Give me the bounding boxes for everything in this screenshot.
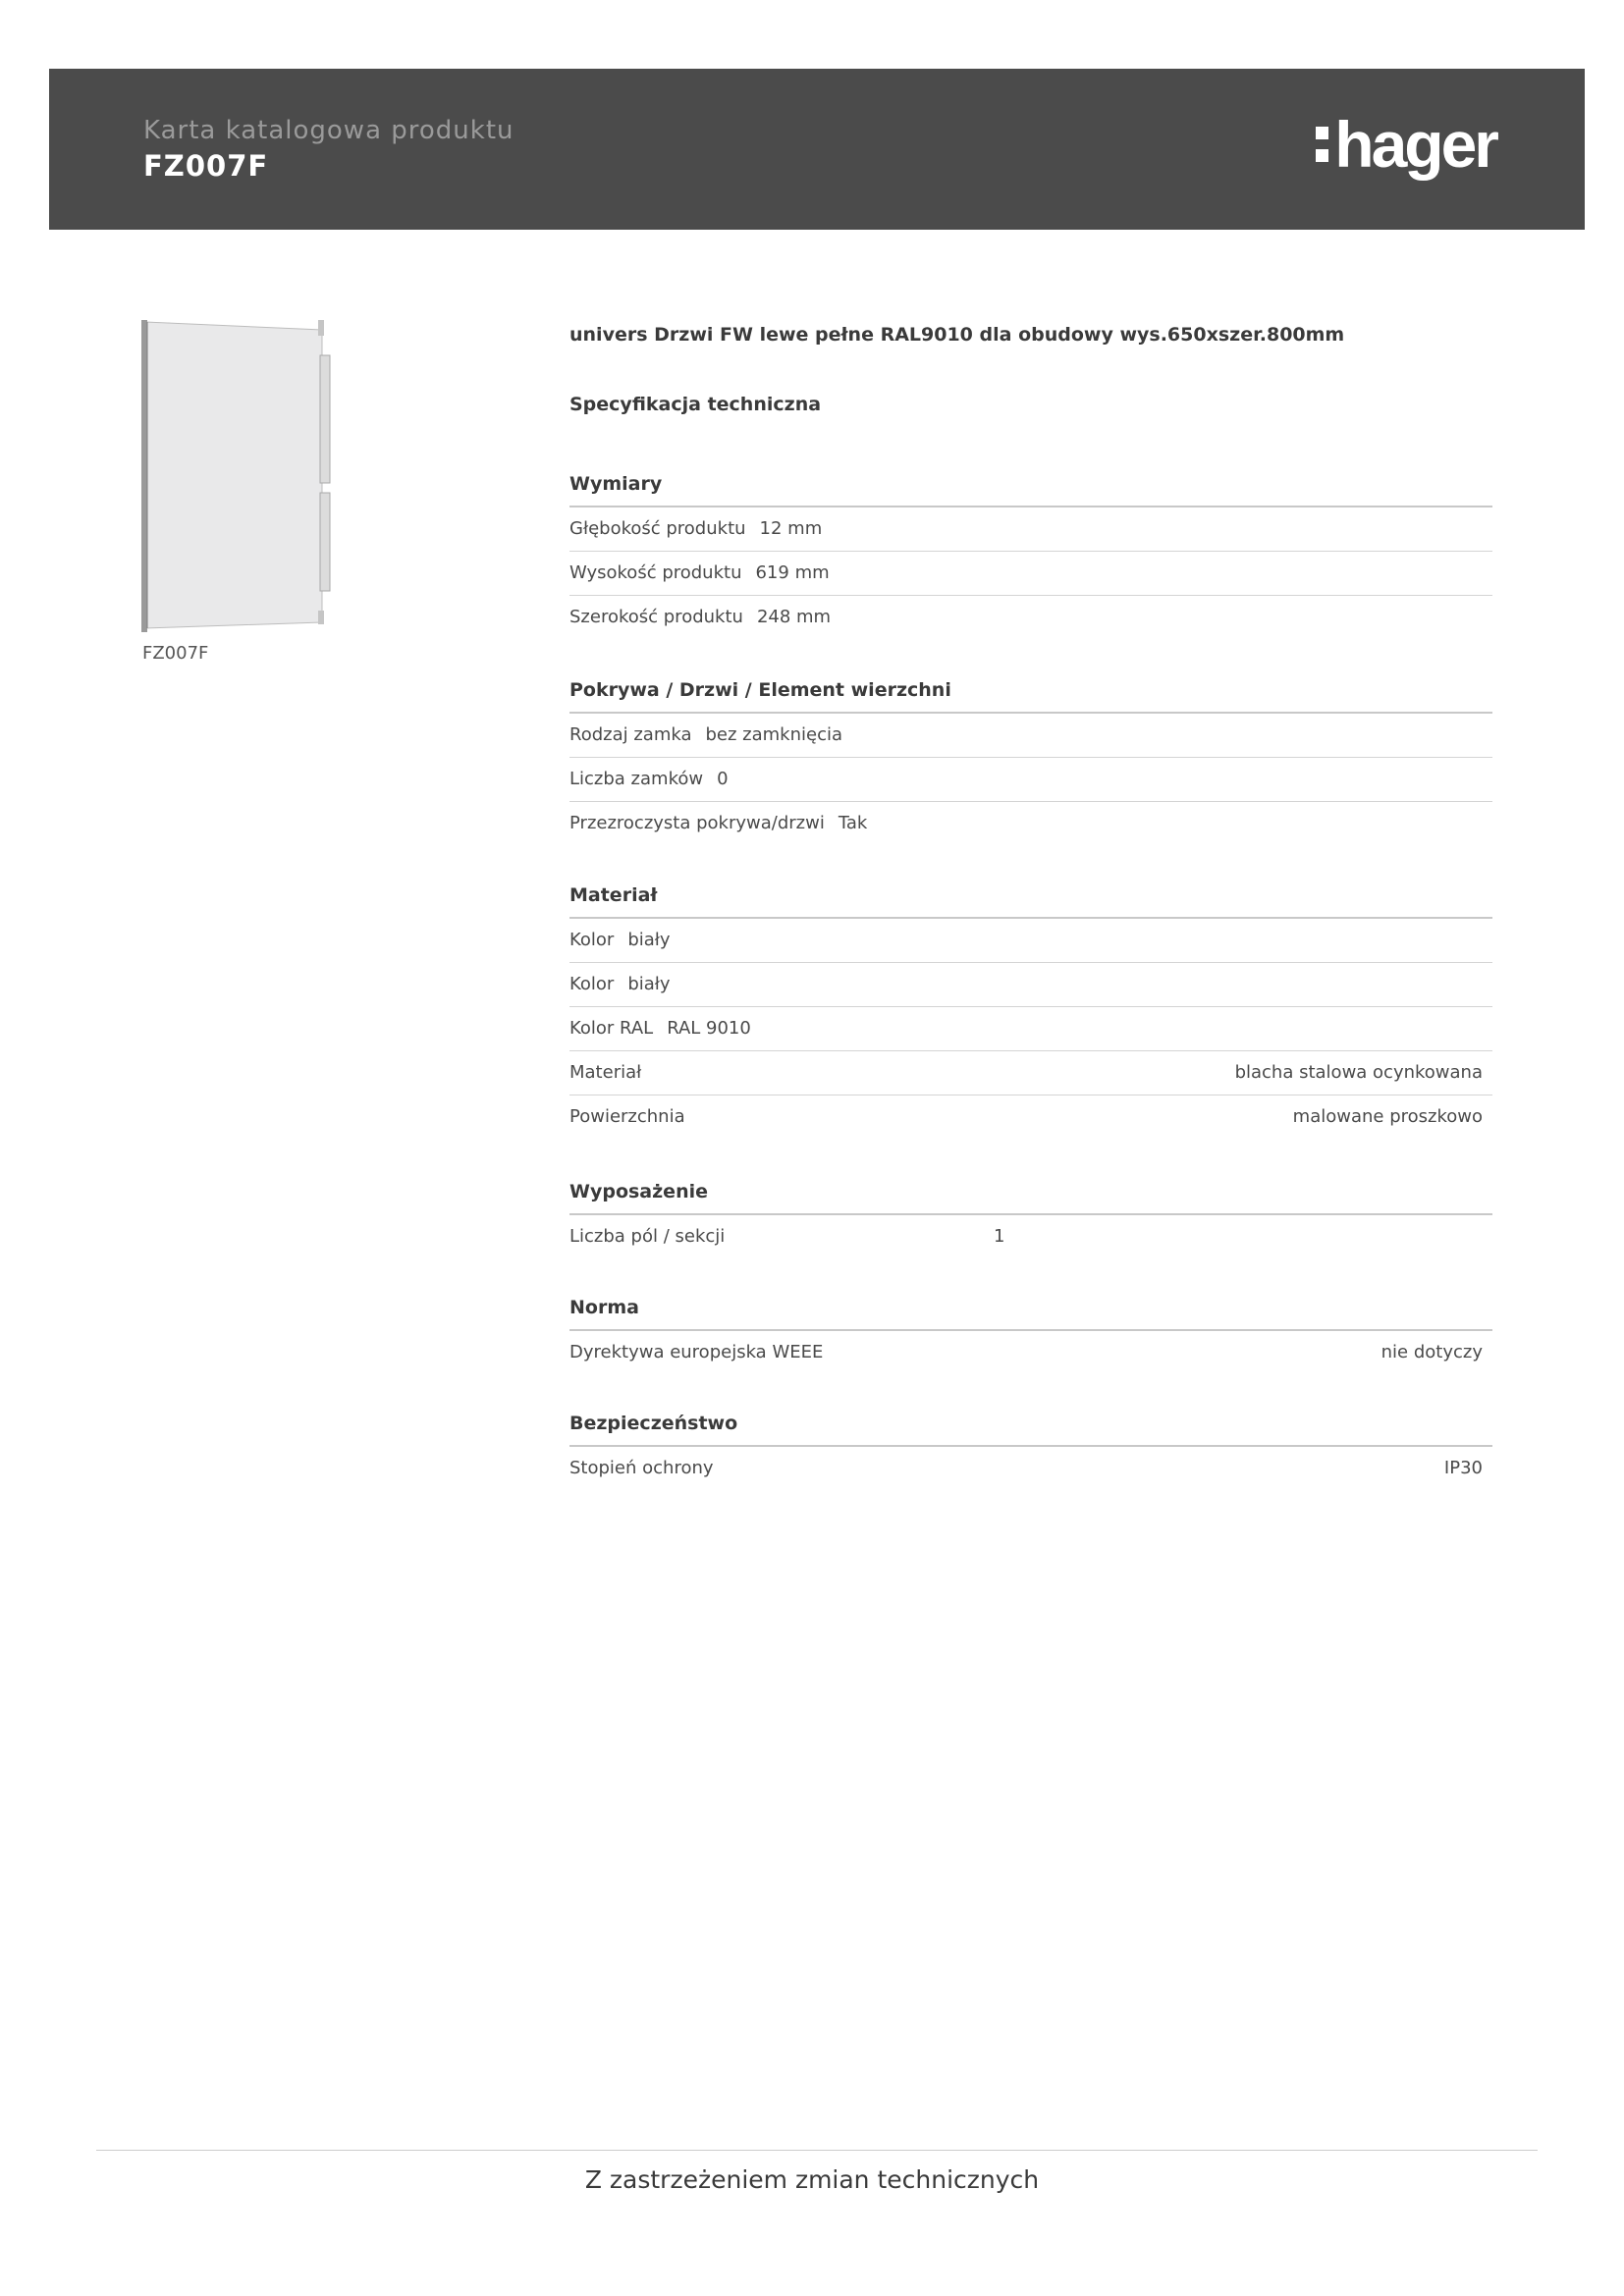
spec-label: Rodzaj zamka — [569, 724, 692, 745]
spec-title: Specyfikacja techniczna — [569, 394, 822, 415]
footer-divider — [96, 2150, 1538, 2151]
document-type: Karta katalogowa produktu — [143, 116, 514, 145]
spec-label: Szerokość produktu — [569, 607, 743, 627]
spec-label: Głębokość produktu — [569, 518, 746, 539]
spec-row — [569, 714, 1492, 758]
spec-value: 248 mm — [756, 607, 832, 627]
logo-wordmark: hager — [1334, 108, 1496, 181]
spec-row — [569, 1215, 1492, 1258]
spec-row — [569, 596, 1492, 639]
spec-label: Powierzchnia — [569, 1106, 685, 1127]
spec-value: nie dotyczy — [1380, 1342, 1483, 1362]
spec-row — [569, 1095, 1492, 1139]
section-pokrywa — [569, 675, 1492, 845]
spec-label: Kolor — [569, 930, 615, 950]
spec-value: 12 mm — [759, 518, 823, 539]
spec-row — [569, 1051, 1492, 1095]
spec-label: Materiał — [569, 1062, 642, 1083]
section-wymiary — [569, 469, 1492, 639]
section-title: Norma — [569, 1293, 1492, 1331]
spec-value: IP30 — [1443, 1458, 1483, 1478]
section-title: Bezpieczeństwo — [569, 1409, 1492, 1447]
spec-value: biały — [627, 974, 671, 994]
spec-value: 619 mm — [755, 562, 830, 583]
spec-label: Kolor — [569, 974, 615, 994]
product-image — [137, 316, 334, 636]
spec-row — [569, 507, 1492, 552]
hager-logo — [1316, 110, 1496, 179]
spec-row — [569, 1447, 1492, 1490]
spec-value: Tak — [838, 813, 868, 833]
spec-value: RAL 9010 — [667, 1018, 751, 1039]
section-title: Pokrywa / Drzwi / Element wierzchni — [569, 675, 1492, 714]
spec-row — [569, 1007, 1492, 1051]
product-title: univers Drzwi FW lewe pełne RAL9010 dla obudowy wys.650xszer.800mm — [569, 324, 1345, 346]
section-title: Wyposażenie — [569, 1177, 1492, 1215]
spec-row — [569, 1331, 1492, 1374]
product-code: FZ007F — [143, 149, 269, 183]
spec-label: Dyrektywa europejska WEEE — [569, 1342, 824, 1362]
spec-label: Przezroczysta pokrywa/drzwi — [569, 813, 825, 833]
section-material — [569, 881, 1492, 1139]
spec-value: malowane proszkowo — [1292, 1106, 1483, 1127]
spec-row — [569, 552, 1492, 596]
page-header — [49, 69, 1585, 230]
spec-value: 1 — [994, 1226, 1005, 1247]
spec-row — [569, 963, 1492, 1007]
spec-value: 0 — [717, 769, 729, 789]
spec-label: Stopień ochrony — [569, 1458, 714, 1478]
spec-value: blacha stalowa ocynkowana — [1234, 1062, 1483, 1083]
spec-label: Liczba zamków — [569, 769, 704, 789]
section-norma — [569, 1293, 1492, 1374]
spec-label: Wysokość produktu — [569, 562, 742, 583]
spec-value: biały — [627, 930, 671, 950]
logo-dots-icon — [1316, 127, 1328, 162]
section-wyposazenie — [569, 1177, 1492, 1258]
spec-row — [569, 758, 1492, 802]
section-bezpieczenstwo — [569, 1409, 1492, 1490]
spec-value: bez zamknięcia — [705, 724, 843, 745]
spec-row — [569, 802, 1492, 845]
spec-label: Liczba pól / sekcji — [569, 1226, 726, 1247]
spec-row — [569, 919, 1492, 963]
section-title: Materiał — [569, 881, 1492, 919]
image-caption: FZ007F — [142, 643, 209, 664]
section-title: Wymiary — [569, 469, 1492, 507]
footer-note: Z zastrzeżeniem zmian technicznych — [584, 2165, 1040, 2194]
spec-label: Kolor RAL — [569, 1018, 654, 1039]
